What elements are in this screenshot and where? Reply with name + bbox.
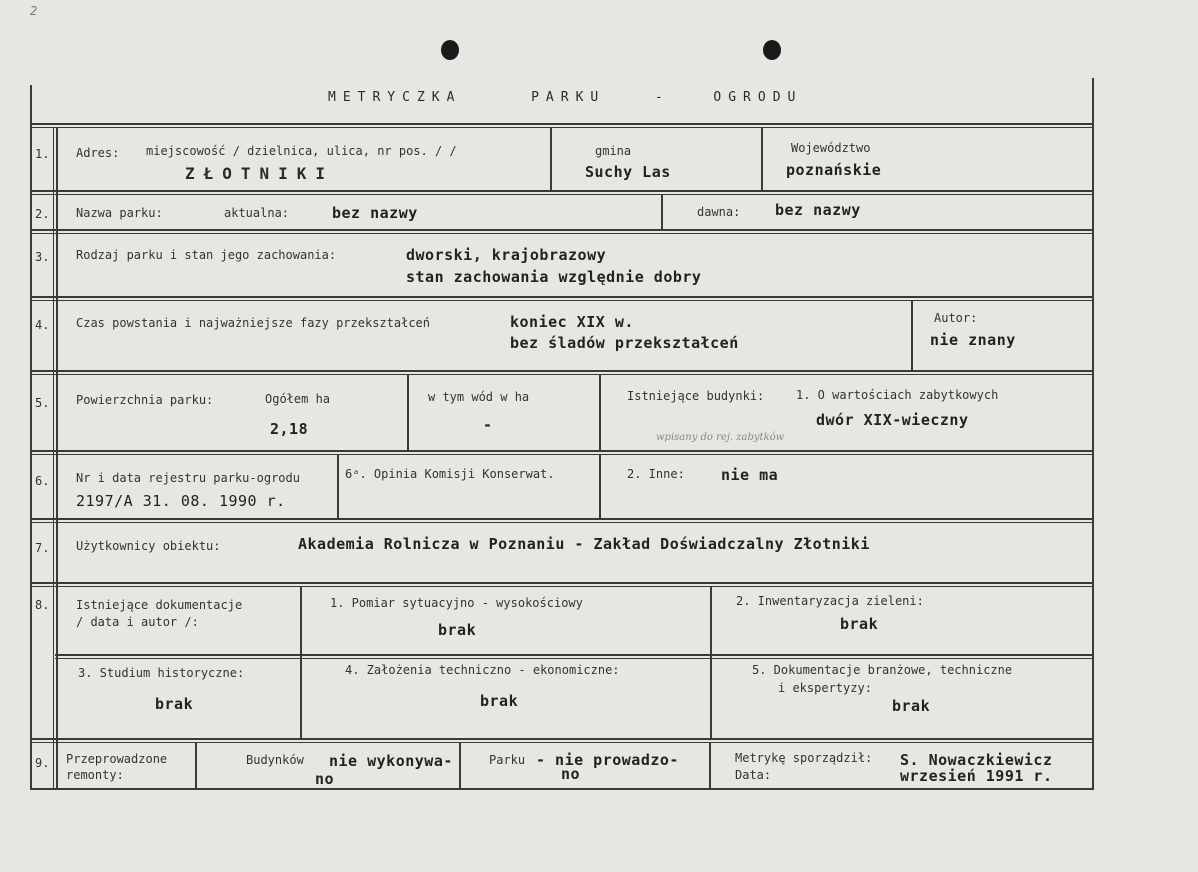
- former-name-label: dawna:: [697, 205, 741, 219]
- historic-buildings-label: 1. O wartościach zabytkowych: [796, 388, 999, 402]
- former-name-value: bez nazwy: [775, 201, 861, 219]
- row-5-number: 5.: [35, 396, 50, 410]
- study-label: 3. Studium historyczne:: [78, 666, 245, 680]
- inventory-value: brak: [840, 615, 879, 633]
- punch-hole-left: [441, 40, 459, 60]
- total-area-label: Ogółem ha: [265, 392, 331, 406]
- register-label: Nr i data rejestru parku-ogrodu: [76, 471, 300, 485]
- corner-mark: 2: [30, 4, 38, 18]
- row-3-number: 3.: [35, 250, 50, 264]
- date-value: wrzesień 1991 r.: [900, 767, 1053, 785]
- wojewodztwo-value: poznańskie: [786, 161, 882, 179]
- buildings-repairs-label: Budynków: [246, 753, 304, 767]
- row-4-number: 4.: [35, 318, 50, 332]
- inventory-label: 2. Inwentaryzacja zieleni:: [736, 594, 924, 608]
- prepared-by-label: Metrykę sporządził:: [735, 751, 873, 765]
- gmina-label: gmina: [595, 144, 632, 158]
- area-label: Powierzchnia parku:: [76, 393, 214, 407]
- transformations-value: bez śladów przekształceń: [510, 334, 739, 352]
- creation-phases-label: Czas powstania i najważniejsze fazy przekształceń: [76, 316, 431, 330]
- buildings-repairs-value: nie wykonywa-: [329, 752, 453, 770]
- repairs-sublabel: remonty:: [66, 768, 124, 782]
- creation-period-value: koniec XIX w.: [510, 313, 634, 331]
- form-title: [328, 90, 802, 105]
- current-name-value: bez nazwy: [332, 204, 418, 222]
- address-label: Adres:: [76, 146, 120, 160]
- documentation-label: Istniejące dokumentacje: [76, 598, 243, 612]
- branch-docs-label: 5. Dokumentacje branżowe, techniczne: [752, 663, 1013, 677]
- handwritten-note: wpisany do rej. zabytków: [656, 432, 785, 443]
- row-8-number: 8.: [35, 598, 50, 612]
- other-buildings-label: 2. Inne:: [627, 467, 685, 481]
- author-label: Autor:: [934, 311, 978, 325]
- park-repairs-value-cont: no: [561, 765, 581, 783]
- title-word-3: OGRODU: [713, 90, 803, 105]
- row-2-number: 2.: [35, 207, 50, 221]
- gmina-value: Suchy Las: [585, 163, 671, 181]
- title-dash: -: [654, 90, 670, 105]
- survey-label: 1. Pomiar sytuacyjno - wysokościowy: [330, 596, 583, 610]
- park-repairs-value: - nie prowadzo-: [536, 751, 679, 769]
- locality-value: ZŁOTNIKI: [185, 164, 335, 183]
- register-value: 2197/A 31. 08. 1990 r.: [76, 492, 286, 510]
- total-area-value: 2,18: [270, 420, 309, 438]
- study-value: brak: [155, 695, 194, 713]
- park-repairs-label: Parku: [489, 753, 526, 767]
- row-7-number: 7.: [35, 541, 50, 555]
- row-9-number: 9.: [35, 756, 50, 770]
- repairs-label: Przeprowadzone: [66, 752, 168, 766]
- prepared-by-value: S. Nowaczkiewicz: [900, 751, 1053, 769]
- title-word-1: METRYCZKA: [328, 90, 462, 105]
- users-value: Akademia Rolnicza w Poznaniu - Zakład Doświadczalny Złotniki: [298, 535, 870, 553]
- park-name-label: Nazwa parku:: [76, 206, 163, 220]
- title-word-2: PARKU: [531, 90, 606, 105]
- water-area-label: w tym wód w ha: [428, 390, 530, 404]
- punch-hole-right: [763, 40, 781, 60]
- survey-value: brak: [438, 621, 477, 639]
- row-6-number: 6.: [35, 474, 50, 488]
- techeco-label: 4. Założenia techniczno - ekonomiczne:: [345, 663, 620, 677]
- park-condition-value: stan zachowania względnie dobry: [406, 268, 702, 286]
- address-detail-label: miejscowość / dzielnica, ulica, nr pos. / /: [146, 144, 457, 158]
- techeco-value: brak: [480, 692, 519, 710]
- date-label: Data:: [735, 768, 772, 782]
- documentation-sublabel: / data i autor /:: [76, 615, 199, 629]
- historic-buildings-value: dwór XIX-wieczny: [816, 411, 969, 429]
- park-type-value: dworski, krajobrazowy: [406, 246, 607, 264]
- branch-docs-value: brak: [892, 697, 931, 715]
- conservation-opinion-label: 6ᵃ. Opinia Komisji Konserwat.: [345, 467, 555, 481]
- author-value: nie znany: [930, 331, 1016, 349]
- current-name-label: aktualna:: [224, 206, 290, 220]
- row-1-number: 1.: [35, 147, 50, 161]
- water-area-value: -: [483, 416, 493, 434]
- other-buildings-value: nie ma: [721, 466, 779, 484]
- wojewodztwo-label: Województwo: [791, 141, 871, 155]
- park-type-label: Rodzaj parku i stan jego zachowania:: [76, 248, 337, 262]
- buildings-repairs-value-cont: no: [315, 770, 335, 788]
- branch-docs-sublabel: i ekspertyzy:: [778, 681, 872, 695]
- existing-buildings-label: Istniejące budynki:: [627, 389, 765, 403]
- users-label: Użytkownicy obiektu:: [76, 539, 221, 553]
